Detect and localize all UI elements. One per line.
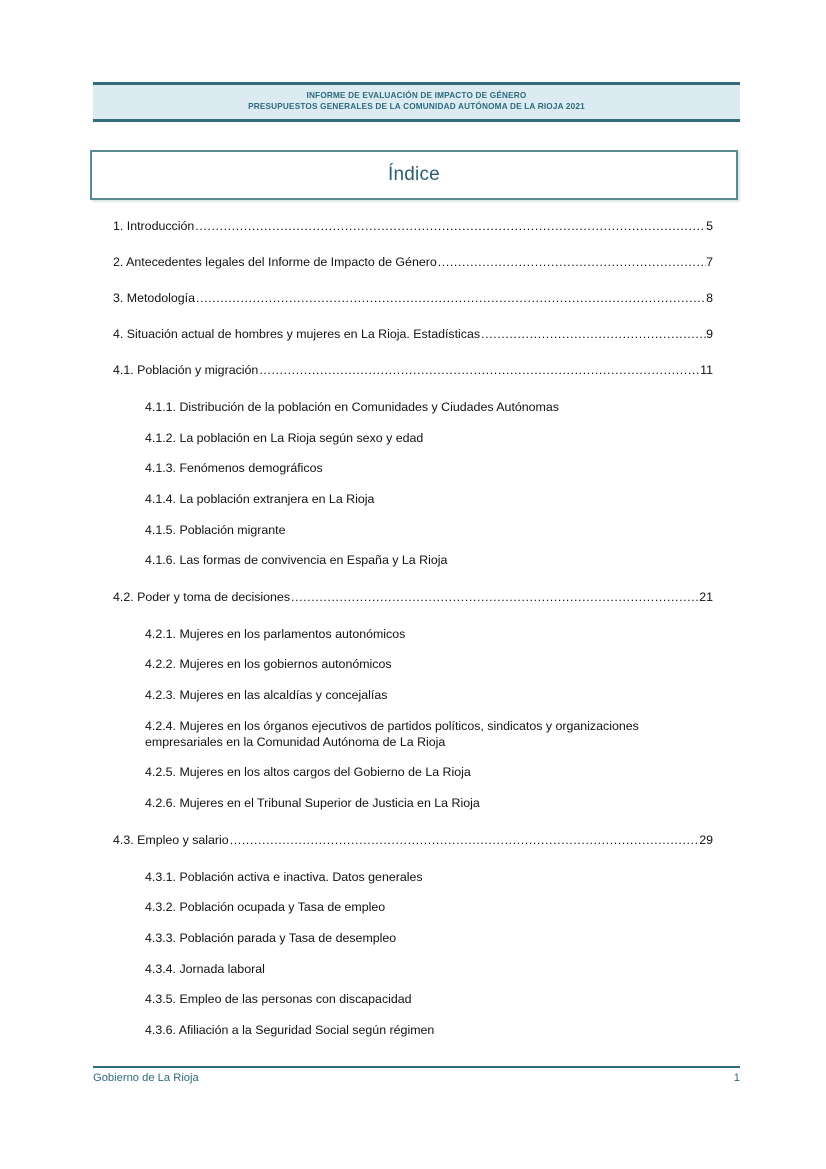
- toc-page-number: 7: [706, 255, 713, 269]
- toc-subentry-4-3-1[interactable]: 4.3.1. Población activa e inactiva. Datos generales: [145, 869, 423, 884]
- toc-leader-dots: [196, 291, 706, 307]
- toc-subentry-4-3-4[interactable]: 4.3.4. Jornada laboral: [145, 961, 265, 976]
- toc-entry-4[interactable]: [113, 327, 713, 343]
- toc-entry-label: 4.2. Poder y toma de decisiones: [113, 589, 291, 604]
- toc-entry-label: 2. Antecedentes legales del Informe de Impacto de Género: [113, 255, 437, 269]
- index-title-box: [90, 150, 738, 200]
- toc-subentry-4-2-4[interactable]: [145, 718, 713, 750]
- toc-subentry-4-2-2[interactable]: 4.2.2. Mujeres en los gobiernos autonómicos: [145, 657, 392, 672]
- toc-subentry-4-2-3[interactable]: 4.2.3. Mujeres en las alcaldías y concejalías: [145, 688, 388, 702]
- toc-leader-dots: [195, 219, 706, 235]
- toc-entry-4-2[interactable]: [113, 590, 713, 606]
- toc-leader-dots: [291, 590, 699, 606]
- toc-page-number: 11: [700, 363, 713, 377]
- table-of-contents: [113, 219, 713, 1052]
- toc-entry-4-1[interactable]: [113, 363, 713, 379]
- toc-entry-2[interactable]: [113, 255, 713, 271]
- toc-subentry-4-2-1[interactable]: 4.2.1. Mujeres en los parlamentos autonómicos: [145, 626, 406, 641]
- section-gap: [113, 826, 713, 833]
- toc-subentry-4-1-5[interactable]: 4.1.5. Población migrante: [145, 522, 286, 537]
- toc-page-number: 5: [706, 219, 713, 233]
- toc-leader-dots: [230, 833, 700, 849]
- toc-entry-1[interactable]: [113, 219, 713, 235]
- toc-page-number: 9: [706, 327, 713, 341]
- toc-subentry-4-3-5[interactable]: 4.3.5. Empleo de las personas con discapacidad: [145, 992, 412, 1007]
- toc-subentry-4-3-2[interactable]: 4.3.2. Población ocupada y Tasa de empleo: [145, 900, 386, 915]
- toc-subentry-4-1-2[interactable]: 4.1.2. La población en La Rioja según sexo y edad: [145, 430, 424, 445]
- header-title-line-1: INFORME DE EVALUACIÓN DE IMPACTO DE GÉNERO: [306, 91, 527, 100]
- footer-page-number: 1: [733, 1072, 740, 1084]
- toc-subentry-4-1-1[interactable]: 4.1.1. Distribución de la población en Comunidades y Ciudades Autónomas: [145, 400, 559, 414]
- document-header: [93, 82, 740, 122]
- footer-organization: Gobierno de La Rioja: [93, 1072, 199, 1084]
- toc-subentry-4-1-4[interactable]: 4.1.4. La población extranjera en La Rioja: [145, 491, 375, 506]
- toc-entry-4-3[interactable]: [113, 833, 713, 849]
- toc-entry-3[interactable]: [113, 291, 713, 307]
- toc-subentry-line-1: 4.2.4. Mujeres en los órganos ejecutivos de partidos políticos, sindicatos y organizaciones: [145, 718, 639, 733]
- section-gap: [113, 583, 713, 590]
- document-footer: [93, 1066, 740, 1084]
- page-title: Índice: [388, 164, 440, 185]
- toc-page-number: 29: [699, 832, 713, 847]
- toc-subentry-line-2: empresariales en la Comunidad Autónoma de La Rioja: [145, 734, 446, 749]
- toc-entry-label: 4.1. Población y migración: [113, 363, 259, 377]
- toc-entry-label: 1. Introducción: [113, 219, 195, 233]
- toc-leader-dots: [259, 363, 700, 379]
- toc-subentry-4-2-5[interactable]: 4.2.5. Mujeres en los altos cargos del Gobierno de La Rioja: [145, 765, 471, 780]
- toc-subentry-4-1-6[interactable]: 4.1.6. Las formas de convivencia en España y La Rioja: [145, 553, 448, 568]
- toc-entry-label: 4.3. Empleo y salario: [113, 832, 229, 847]
- toc-page-number: 21: [699, 589, 713, 604]
- header-title-line-2: PRESUPUESTOS GENERALES DE LA COMUNIDAD AUTÓNOMA DE LA RIOJA 2021: [248, 102, 585, 112]
- toc-entry-label: 4. Situación actual de hombres y mujeres en La Rioja. Estadísticas: [113, 327, 481, 341]
- toc-leader-dots: [438, 255, 706, 271]
- toc-subentry-4-3-6[interactable]: 4.3.6. Afiliación a la Seguridad Social según régimen: [145, 1022, 435, 1037]
- toc-subentry-4-1-3[interactable]: 4.1.3. Fenómenos demográficos: [145, 461, 323, 476]
- toc-page-number: 8: [706, 291, 713, 305]
- toc-subentry-4-3-3[interactable]: 4.3.3. Población parada y Tasa de desempleo: [145, 930, 397, 945]
- toc-entry-label: 3. Metodología: [113, 291, 195, 305]
- toc-leader-dots: [481, 327, 706, 343]
- toc-subentry-4-2-6[interactable]: 4.2.6. Mujeres en el Tribunal Superior de Justicia en La Rioja: [145, 796, 480, 810]
